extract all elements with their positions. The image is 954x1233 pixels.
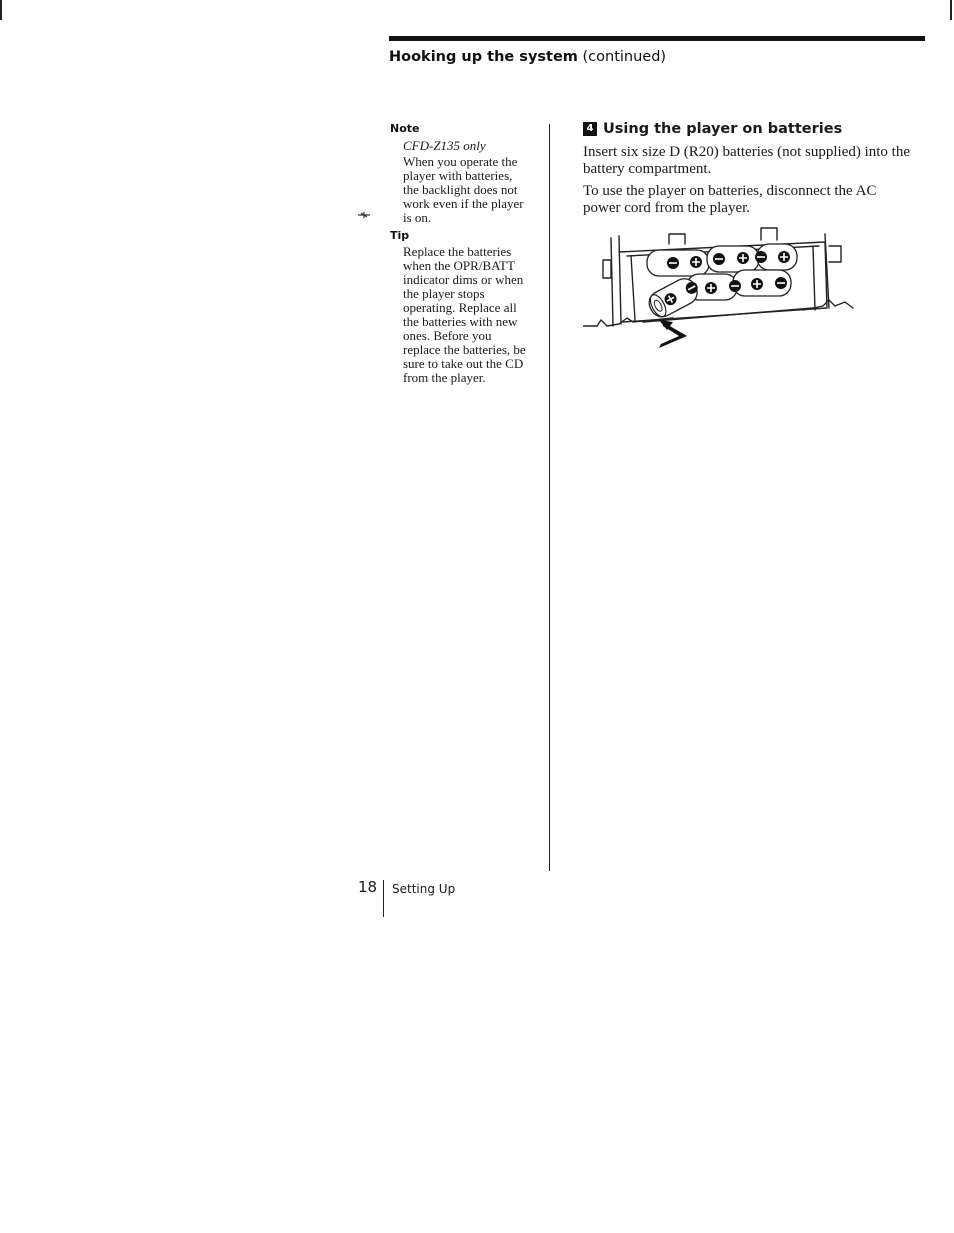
note-model: CFD-Z135 only [403, 138, 486, 153]
paragraph-insert-batteries [583, 144, 923, 177]
note-text [403, 155, 543, 225]
footer-section-label: Setting Up [392, 882, 456, 896]
note-marker-icon [356, 210, 374, 220]
footer-divider [383, 880, 384, 917]
header-title-bold: Hooking up the system [389, 49, 578, 65]
section-title [583, 121, 842, 137]
header-title-suffix: (continued) [582, 49, 667, 65]
page-header [389, 49, 666, 65]
tip-line: operating. Replace all [403, 300, 517, 315]
paragraph-line: battery compartment. [583, 160, 712, 177]
paragraph-line: power cord from the player. [583, 199, 751, 216]
header-rule [389, 36, 925, 41]
note-line: the backlight does not [403, 182, 518, 197]
tip-line: when the OPR/BATT [403, 258, 515, 273]
note-line: player with batteries, [403, 168, 513, 183]
tip-line: Replace the batteries [403, 244, 512, 259]
paragraph-line: To use the player on batteries, disconnect the AC [583, 183, 877, 199]
tip-line: sure to take out the CD [403, 356, 524, 371]
tip-line: the player stops [403, 286, 485, 301]
step-number-badge: 4 [583, 122, 597, 136]
tip-label: Tip [390, 229, 410, 242]
note-line: is on. [403, 210, 432, 225]
scan-edge-mark-right [950, 0, 952, 20]
paragraph-line: Insert six size D (R20) batteries (not supplied) into the [583, 144, 911, 160]
note-line: When you operate the [403, 154, 518, 169]
note-line: work even if the player [403, 196, 524, 211]
tip-line: the batteries with new [403, 314, 518, 329]
tip-line: replace the batteries, be [403, 342, 526, 357]
tip-text [403, 245, 545, 385]
tip-line: indicator dims or when [403, 272, 524, 287]
paragraph-disconnect-ac [583, 183, 923, 216]
battery-compartment-illustration [583, 226, 858, 351]
column-divider [549, 124, 550, 871]
page-number: 18 [358, 878, 378, 896]
scan-edge-mark-left [0, 0, 2, 20]
tip-line: ones. Before you [403, 328, 492, 343]
tip-line: from the player. [403, 370, 486, 385]
note-label: Note [390, 122, 420, 135]
section-title-text: Using the player on batteries [603, 121, 843, 137]
